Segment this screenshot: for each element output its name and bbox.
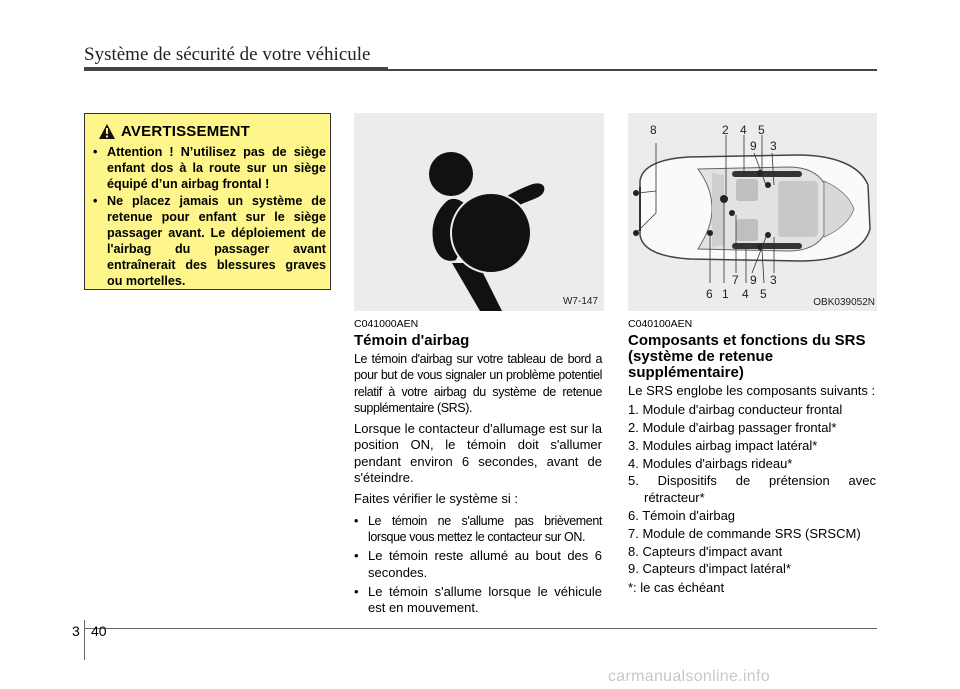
warning-list [93, 144, 326, 290]
list-item: 8. Capteurs d'impact avant [628, 543, 783, 559]
callout-label: 3 [770, 273, 777, 287]
section-title: Composants et fonctions du SRS (système de retenue supplémentaire) [628, 332, 866, 381]
list-item: 9. Capteurs d'impact latéral* [628, 561, 791, 577]
callout-label: 3 [770, 139, 777, 153]
paragraph: Le témoin d'airbag sur votre tableau de bord a pour but de vous signaler un problème potentiel relatif à votre airbag du système de retenue supplémentaire (SRS). [354, 352, 602, 415]
callout-label: 7 [732, 273, 739, 287]
bullet-list [354, 513, 602, 617]
list-item: 6. Témoin d'airbag [628, 508, 736, 524]
callout-label: 5 [760, 287, 767, 301]
header-rule [388, 69, 877, 71]
callout-label: 9 [750, 273, 757, 287]
callout-label: 9 [750, 139, 757, 153]
callout-label: 2 [722, 123, 729, 137]
srs-layout-figure [628, 113, 877, 311]
airbag-warning-icon [354, 113, 604, 311]
page-number: 40 [91, 623, 107, 639]
list-item: • Le témoin reste allumé au bout des 6 secondes. [354, 548, 602, 581]
callout-label: 5 [758, 123, 765, 137]
component-list [628, 402, 876, 578]
watermark: carmanualsonline.info [608, 668, 770, 685]
list-item: 3. Modules airbag impact latéral* [628, 437, 818, 453]
callout-label: 4 [740, 123, 747, 137]
airbag-symbol-figure [354, 113, 604, 311]
list-item: 2. Module d'airbag passager frontal* [628, 420, 837, 436]
warning-title: AVERTISSEMENT [121, 123, 251, 140]
section-srs-components [628, 318, 876, 602]
section-code: C040100AEN [628, 318, 693, 330]
warning-box [84, 113, 331, 290]
list-item: 5. Dispositifs de prétension avec rétracteur* [628, 473, 876, 506]
footer-rule [84, 628, 877, 629]
section-number: 3 [72, 623, 80, 639]
list-item: 7. Module de commande SRS (SRSCM) [628, 525, 861, 541]
figure-code: W7-147 [562, 296, 598, 307]
page-header-title: Système de sécurité de votre véhicule [84, 44, 371, 65]
paragraph: Faites vérifier le système si : [354, 491, 518, 507]
warning-header [99, 123, 250, 140]
section-title: Témoin d'airbag [354, 332, 470, 349]
callout-label: 4 [742, 287, 749, 301]
paragraph: Le SRS englobe les composants suivants : [628, 383, 876, 398]
callout-label: 1 [722, 287, 729, 301]
paragraph: Lorsque le contacteur d'allumage est sur la position ON, le témoin doit s'allumer pendant environ 6 secondes, avant de s'éteindre. [354, 421, 602, 486]
list-item: • Le témoin s'allume lorsque le véhicule est en mouvement. [354, 584, 602, 617]
footer-divider [84, 620, 85, 660]
callout-label: 6 [706, 287, 713, 301]
list-item: 4. Modules d'airbags rideau* [628, 455, 793, 471]
footnote: *: le cas échéant [628, 580, 725, 596]
figure-code: OBK039052N [813, 297, 875, 308]
header-bar-thick [84, 67, 388, 71]
callout-label: 8 [650, 123, 657, 137]
warning-item: • Attention ! N’utilisez pas de siège enfant dos à la route sur un siège équipé d’un airbag frontal ! [93, 144, 326, 192]
section-code: C041000AEN [354, 318, 419, 330]
list-item: 1. Module d'airbag conducteur frontal [628, 402, 843, 418]
warning-triangle-icon [99, 124, 115, 139]
section-airbag-warning-light [354, 318, 602, 619]
list-item: • Le témoin ne s'allume pas brièvement lorsque vous mettez le contacteur sur ON. [354, 513, 602, 546]
warning-item: • Ne placez jamais un système de retenue pour enfant sur le siège passager avant. Le déploiement de l'airbag du passager avant entraînerait des blessures graves ou mortelles. [93, 193, 326, 289]
